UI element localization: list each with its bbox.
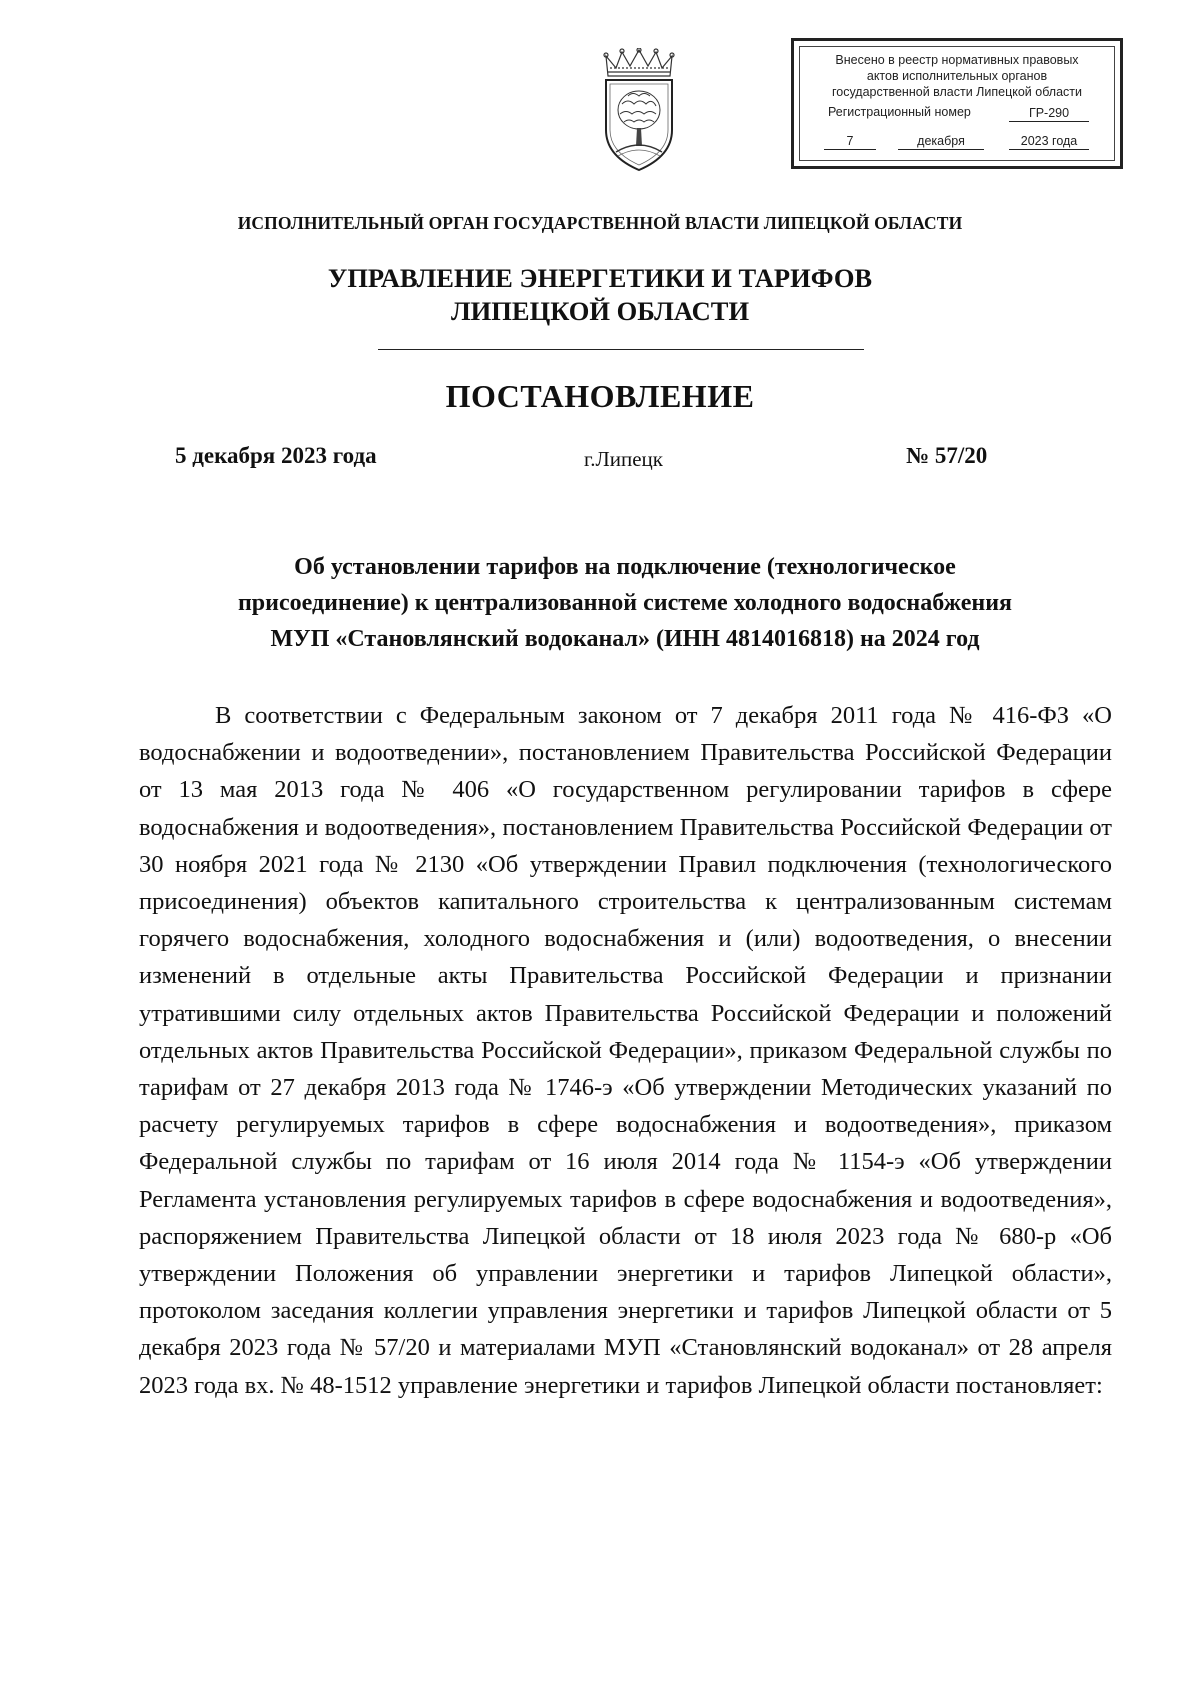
stamp-reg-number: ГР-290 — [1009, 105, 1089, 122]
department-line-2: ЛИПЕЦКОЙ ОБЛАСТИ — [450, 296, 750, 326]
header-divider — [378, 349, 864, 350]
body-paragraph: В соответствии с Федеральным законом от 7 декабря 2011 года № 416-ФЗ «О водоснабжении и водоотведении», постановлением Правительства Российской Федерации от 13 мая 2013 года № 406 «О государственном регулировании тарифов в сфере водоснабжения и водоотведения», постановлением Правительства Российской Федерации от 30 ноября 2021 года № 2130 «Об утверждении Правил подключения (технологического присоединения) объектов капитального строительства к централизованным системам горячего водоснабжения, холодного водоснабжения и (или) водоотведения, о внесении изменений в отдельные акты Правительства Российской Федерации и признании утратившими силу отдельных актов Правительства Российской Федерации и положений отдельных актов Правительства Российской Федерации», приказом Федеральной службы по тарифам от 27 декабря 2013 года № 1746-э «Об утверждении Методических указаний по расчету регулируемых тарифов в сфере водоснабжения и водоотведения», приказом Федеральной службы по тарифам от 16 июля 2014 года № 1154-э «Об утверждении Регламента установления регулируемых тарифов в сфере водоснабжения и водоотведения», распоряжением Правительства Липецкой области от 18 июля 2023 года № 680-р «Об утверждении Положения об управлении энергетики и тарифов Липецкой области», протоколом заседания коллегии управления энергетики и тарифов Липецкой области от 5 декабря 2023 года № 57/20 и материалами МУП «Становлянский водоканал» от 28 апреля 2023 года вх. № 48-1512 управление энергетики и тарифов Липецкой области постановляет: — [139, 702, 1112, 1399]
stamp-year: 2023 года — [1009, 133, 1089, 150]
stamp-line-3: государственной власти Липецкой области — [831, 85, 1083, 99]
document-date: 5 декабря 2023 года — [175, 443, 377, 468]
stamp-day: 7 — [824, 133, 876, 150]
title-line-1: Об установлении тарифов на подключение (технологическое — [294, 554, 956, 580]
department-line-1: УПРАВЛЕНИЕ ЭНЕРГЕТИКИ И ТАРИФОВ — [327, 263, 873, 293]
title-line-2: присоединение) к централизованной системе холодного водоснабжения — [237, 590, 1013, 616]
stamp-line-1: Внесено в реестр нормативных правовых — [835, 53, 1079, 67]
title-line-3: МУП «Становлянский водоканал» (ИНН 4814016818) на 2024 год — [270, 626, 980, 652]
document-title — [150, 549, 1100, 657]
document-number: № 57/20 — [906, 443, 988, 468]
stamp-reg-label: Регистрационный номер — [828, 105, 971, 119]
document-body — [139, 697, 1112, 1404]
issuing-authority: ИСПОЛНИТЕЛЬНЫЙ ОРГАН ГОСУДАРСТВЕННОЙ ВЛАСТИ ЛИПЕЦКОЙ ОБЛАСТИ — [237, 213, 963, 233]
coat-of-arms-emblem — [598, 48, 680, 174]
document-type: ПОСТАНОВЛЕНИЕ — [445, 378, 755, 414]
document-city: г.Липецк — [584, 447, 663, 471]
department-name — [0, 262, 1200, 328]
stamp-month: декабря — [898, 133, 984, 150]
stamp-line-2: актов исполнительных органов — [866, 69, 1048, 83]
registration-stamp — [791, 38, 1123, 169]
